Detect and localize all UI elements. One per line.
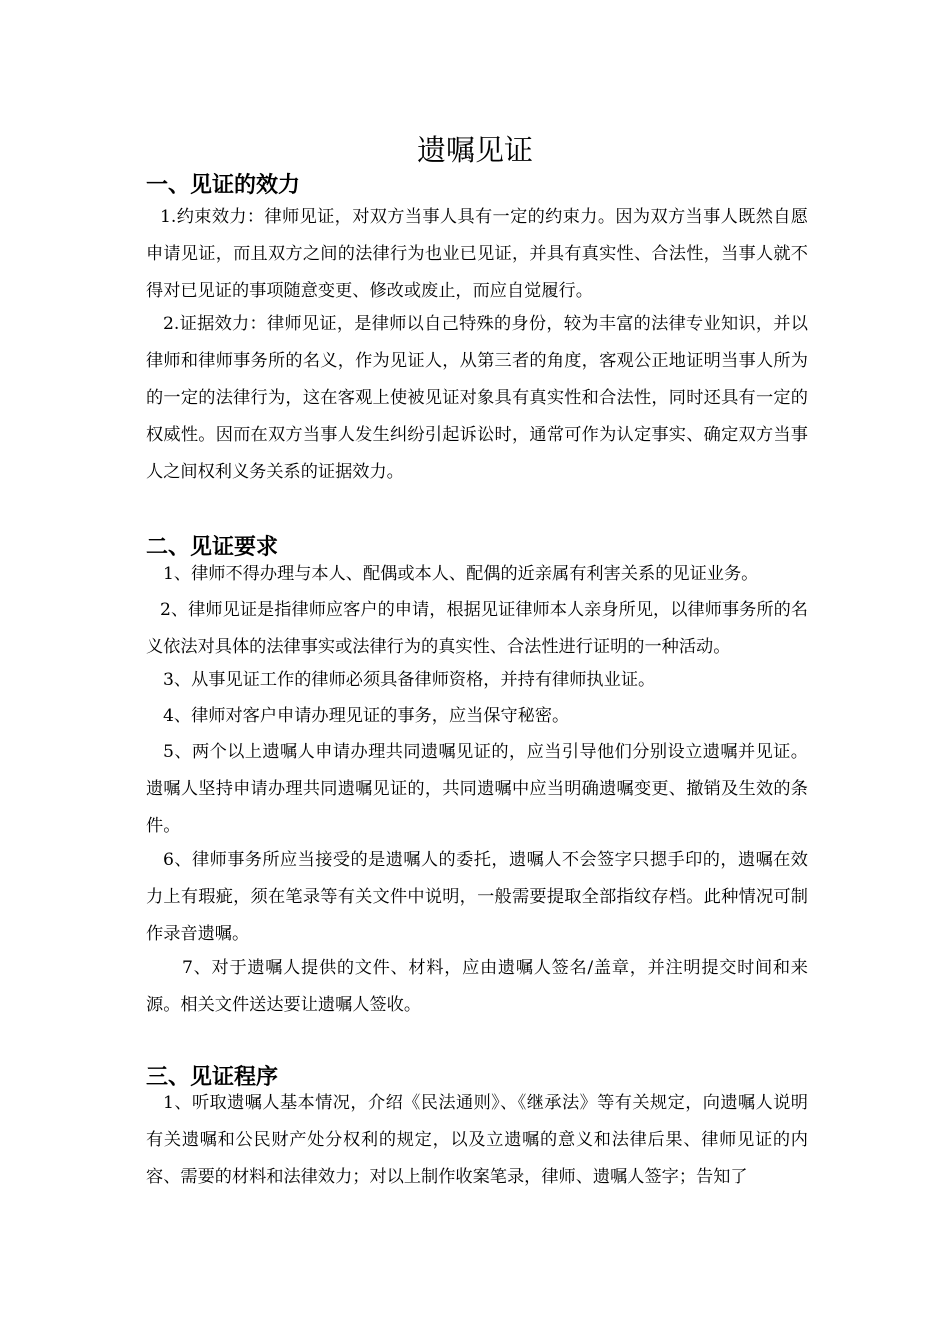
- section-heading-1: 一、见证的效力: [146, 173, 301, 198]
- section-1-paragraph-1: 1.约束效力：律师见证，对双方当事人具有一定的约束力。因为双方当事人既然自愿申请见证，而且双方之间的法律行为也业已见证，并具有真实性、合法性，当事人就不得对已见证的事项随意变更、修改或废止，而应自觉履行。: [146, 207, 808, 301]
- section-2-paragraph-6: 6、律师事务所应当接受的是遗嘱人的委托，遗嘱人不会签字只摁手印的，遗嘱在效力上有瑕疵，须在笔录等有关文件中说明，一般需要提取全部指纹存档。此种情况可制作录音遗嘱。: [146, 850, 808, 944]
- section-heading-2: 二、见证要求: [146, 535, 279, 560]
- section-2-paragraph-3: 3、从事见证工作的律师必须具备律师资格，并持有律师执业证。: [163, 670, 656, 690]
- section-2-paragraph-7: 7、对于遗嘱人提供的文件、材料，应由遗嘱人签名/盖章，并注明提交时间和来源。相关文件送达要让遗嘱人签收。: [146, 958, 808, 1015]
- section-2-paragraph-5: 5、两个以上遗嘱人申请办理共同遗嘱见证的，应当引导他们分别设立遗嘱并见证。遗嘱人坚持申请办理共同遗嘱见证的，共同遗嘱中应当明确遗嘱变更、撤销及生效的条件。: [146, 742, 808, 836]
- section-1-paragraph-2: 2.证据效力：律师见证，是律师以自己特殊的身份，较为丰富的法律专业知识，并以律师和律师事务所的名义，作为见证人，从第三者的角度，客观公正地证明当事人所为的一定的法律行为，这在客观上使被见证对象具有真实性和合法性，同时还具有一定的权威性。因而在双方当事人发生纠纷引起诉讼时，通常可作为认定事实、确定双方当事人之间权利义务关系的证据效力。: [146, 314, 808, 482]
- section-2-paragraph-1: 1、律师不得办理与本人、配偶或本人、配偶的近亲属有利害关系的见证业务。: [163, 564, 759, 584]
- document-title: 遗嘱见证: [416, 133, 533, 167]
- section-3-paragraph-1: 1、听取遗嘱人基本情况，介绍《民法通则》、《继承法》等有关规定，向遗嘱人说明有关遗嘱和公民财产处分权利的规定，以及立遗嘱的意义和法律后果、律师见证的内容、需要的材料和法律效力；对以上制作收案笔录，律师、遗嘱人签字；告知了: [146, 1093, 808, 1187]
- section-heading-3: 三、见证程序: [146, 1065, 279, 1090]
- section-2-paragraph-2: 2、律师见证是指律师应客户的申请，根据见证律师本人亲身所见，以律师事务所的名义依法对具体的法律事实或法律行为的真实性、合法性进行证明的一种活动。: [146, 600, 808, 657]
- section-2-paragraph-4: 4、律师对客户申请办理见证的事务，应当保守秘密。: [163, 706, 570, 726]
